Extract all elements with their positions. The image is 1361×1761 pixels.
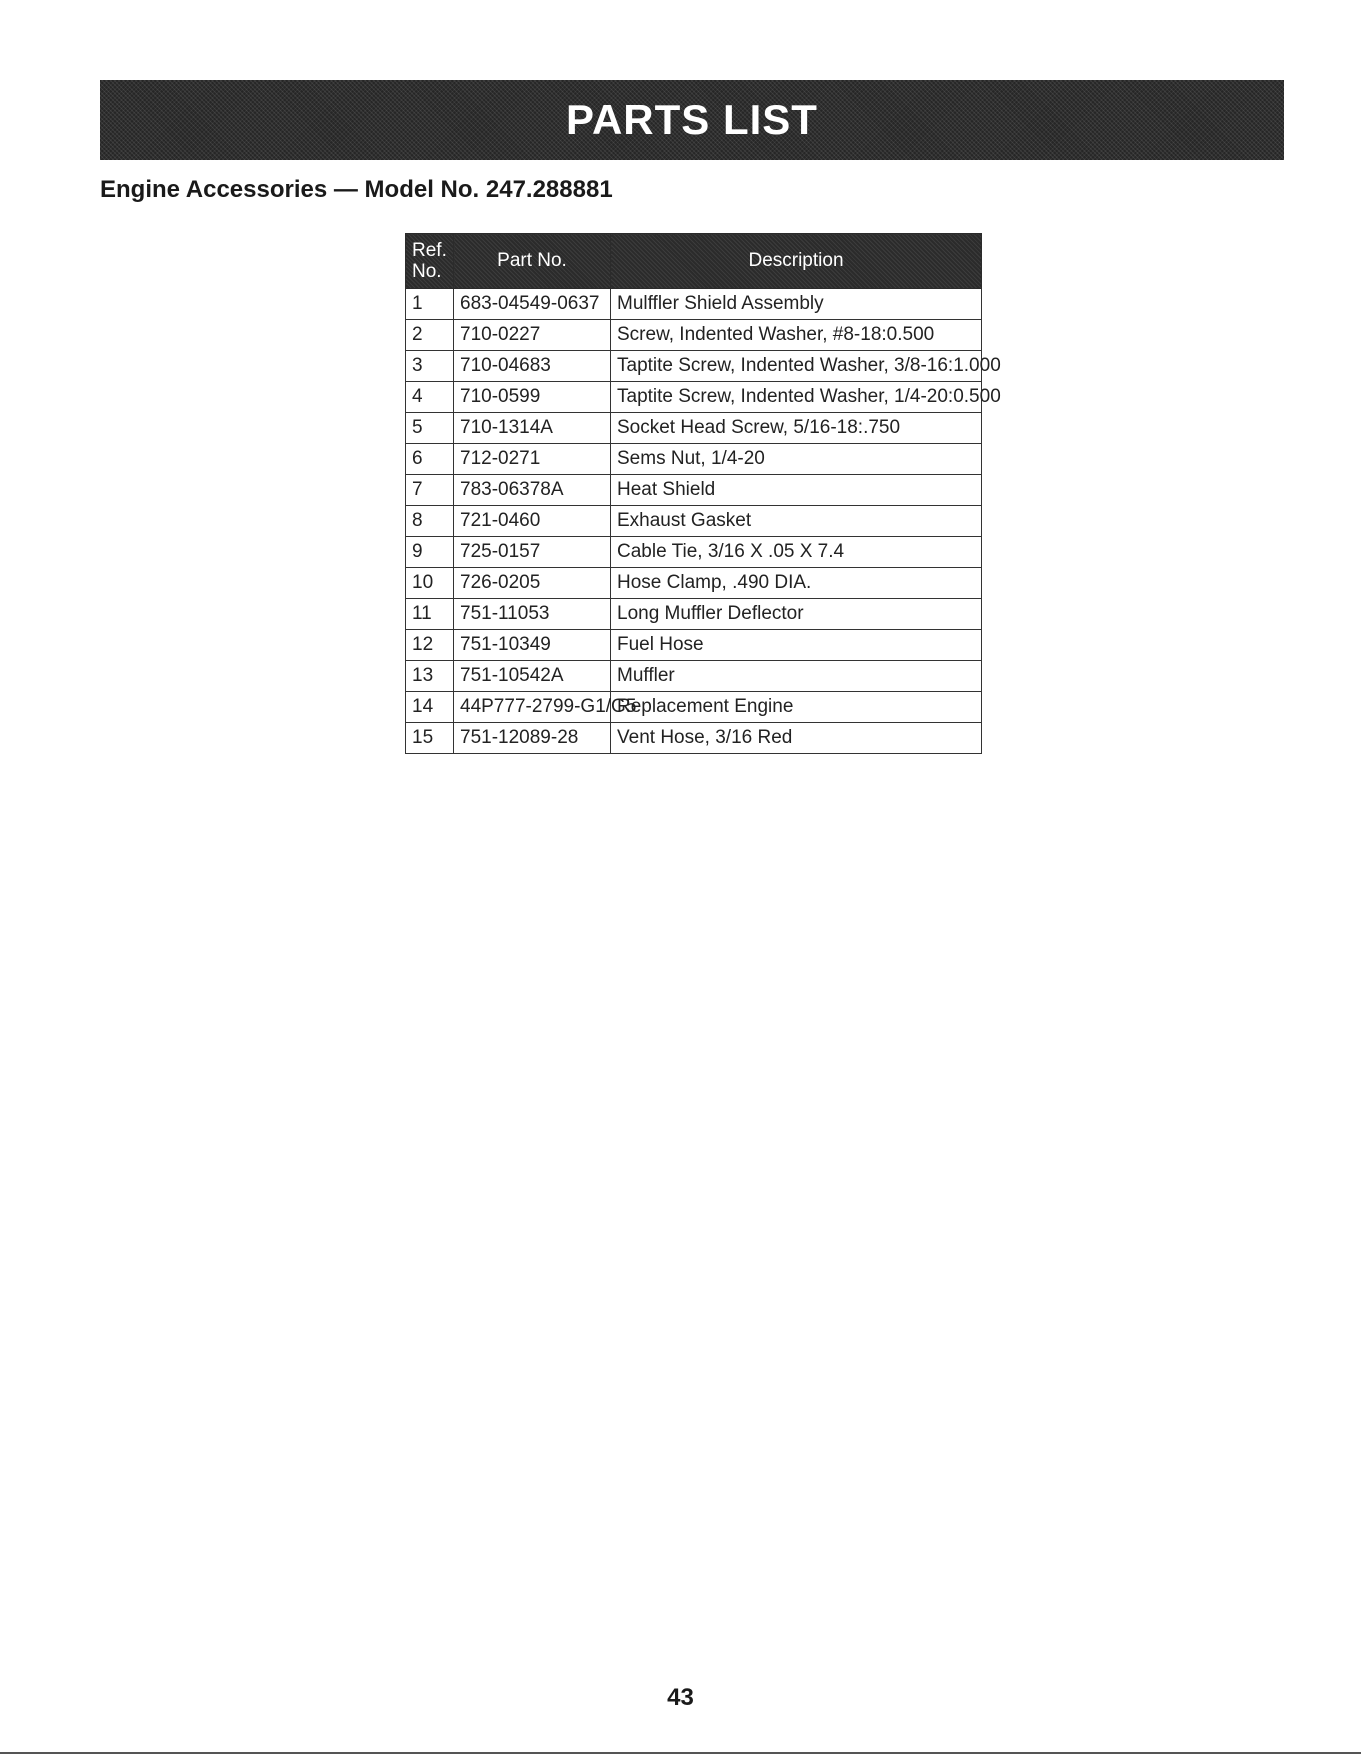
- parts-list-banner: [100, 80, 1284, 160]
- cell-description: Taptite Screw, Indented Washer, 1/4-20:0.500: [611, 382, 982, 413]
- cell-description: Replacement Engine: [611, 692, 982, 723]
- cell-part: 710-04683: [454, 351, 611, 382]
- cell-ref: 6: [406, 444, 454, 475]
- cell-ref: 9: [406, 537, 454, 568]
- cell-ref: 7: [406, 475, 454, 506]
- header-part-no: Part No.: [454, 234, 611, 289]
- cell-part: 751-10349: [454, 630, 611, 661]
- table-row: [406, 444, 982, 475]
- table-row: [406, 723, 982, 754]
- cell-description: Cable Tie, 3/16 X .05 X 7.4: [611, 537, 982, 568]
- page-number: 43: [667, 1684, 694, 1711]
- cell-description: Muffler: [611, 661, 982, 692]
- cell-ref: 11: [406, 599, 454, 630]
- table-row: [406, 630, 982, 661]
- cell-description: Hose Clamp, .490 DIA.: [611, 568, 982, 599]
- table-row: [406, 475, 982, 506]
- cell-part: 783-06378A: [454, 475, 611, 506]
- cell-description: Vent Hose, 3/16 Red: [611, 723, 982, 754]
- cell-ref: 10: [406, 568, 454, 599]
- cell-ref: 8: [406, 506, 454, 537]
- header-row: [406, 234, 982, 289]
- cell-part: 710-0227: [454, 320, 611, 351]
- cell-ref: 1: [406, 289, 454, 320]
- section-title: Engine Accessories — Model No. 247.288881: [100, 176, 613, 203]
- cell-description: Mulffler Shield Assembly: [611, 289, 982, 320]
- parts-table: [405, 233, 1001, 754]
- cell-description: Screw, Indented Washer, #8-18:0.500: [611, 320, 982, 351]
- cell-ref: 14: [406, 692, 454, 723]
- cell-part: 44P777-2799-G1/G5: [454, 692, 611, 723]
- table-header: [406, 234, 982, 289]
- table-row: [406, 599, 982, 630]
- table-body: [406, 289, 1001, 754]
- cell-part: 751-11053: [454, 599, 611, 630]
- cell-ref: 2: [406, 320, 454, 351]
- table-row: [406, 289, 982, 320]
- cell-part: 710-0599: [454, 382, 611, 413]
- cell-part: 725-0157: [454, 537, 611, 568]
- cell-ref: 4: [406, 382, 454, 413]
- cell-description: Taptite Screw, Indented Washer, 3/8-16:1.000: [611, 351, 982, 382]
- header-ref-line1: Ref.: [412, 240, 447, 261]
- table-row: [406, 413, 982, 444]
- header-ref-no: [406, 234, 454, 289]
- cell-part: 721-0460: [454, 506, 611, 537]
- cell-ref: 5: [406, 413, 454, 444]
- cell-description: Sems Nut, 1/4-20: [611, 444, 982, 475]
- cell-ref: 12: [406, 630, 454, 661]
- table-row: [406, 661, 982, 692]
- cell-description: Fuel Hose: [611, 630, 982, 661]
- cell-part: 751-10542A: [454, 661, 611, 692]
- table-row: [406, 537, 982, 568]
- cell-description: Heat Shield: [611, 475, 982, 506]
- cell-part: 683-04549-0637: [454, 289, 611, 320]
- cell-ref: 15: [406, 723, 454, 754]
- banner-title: PARTS LIST: [566, 96, 818, 143]
- cell-description: Exhaust Gasket: [611, 506, 982, 537]
- cell-part: 710-1314A: [454, 413, 611, 444]
- table-row: [406, 382, 982, 413]
- table-row: [406, 351, 982, 382]
- cell-part: 726-0205: [454, 568, 611, 599]
- header-description: Description: [611, 234, 982, 289]
- cell-part: 751-12089-28: [454, 723, 611, 754]
- cell-ref: 3: [406, 351, 454, 382]
- cell-part: 712-0271: [454, 444, 611, 475]
- cell-description: Socket Head Screw, 5/16-18:.750: [611, 413, 982, 444]
- table-row: [406, 506, 982, 537]
- table-row: [406, 568, 982, 599]
- bottom-rule: [0, 1752, 1361, 1754]
- table-row: [406, 692, 982, 723]
- table-row: [406, 320, 982, 351]
- cell-description: Long Muffler Deflector: [611, 599, 982, 630]
- cell-ref: 13: [406, 661, 454, 692]
- header-ref-line2: No.: [412, 261, 442, 282]
